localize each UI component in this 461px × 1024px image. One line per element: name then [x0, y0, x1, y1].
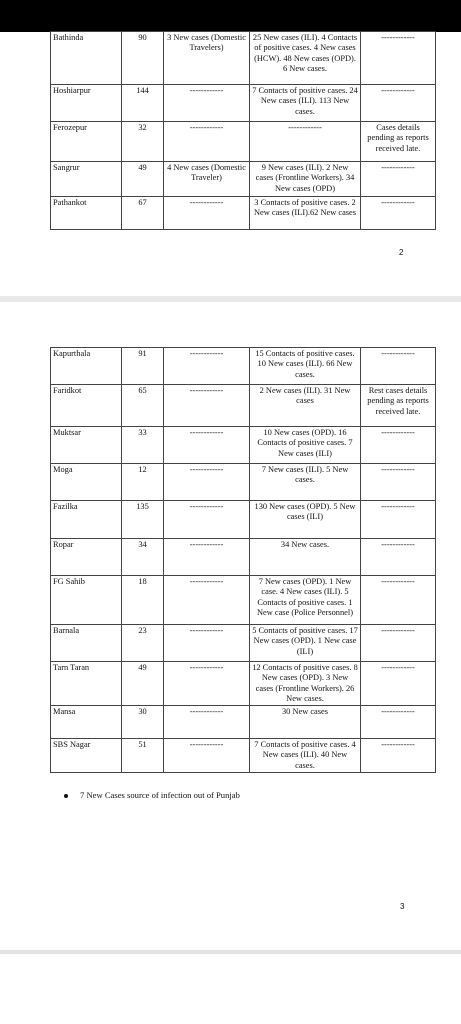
cell-count: 49: [122, 162, 164, 197]
cell-source: 130 New cases (OPD). 5 New cases (ILI): [250, 501, 361, 539]
cell-domestic: ------------: [164, 739, 250, 773]
cell-domestic: ------------: [164, 501, 250, 539]
top-black-bar: [0, 0, 461, 32]
cell-domestic: ------------: [164, 625, 250, 662]
document-page-3: [0, 302, 461, 950]
cell-remarks: ------------: [361, 32, 436, 85]
cell-remarks: ------------: [361, 501, 436, 539]
cell-domestic: ------------: [164, 85, 250, 122]
cell-district: Mansa: [51, 706, 122, 739]
cell-source: 3 Contacts of positive cases. 2 New cases (ILI).62 New cases: [250, 197, 361, 230]
bullet-dot: [64, 794, 68, 798]
cell-remarks: ------------: [361, 85, 436, 122]
cell-domestic: ------------: [164, 662, 250, 706]
cell-count: 32: [122, 122, 164, 162]
cell-district: Faridkot: [51, 385, 122, 427]
table-row: [51, 385, 436, 427]
cell-remarks: Cases details pending as reports received late.: [361, 122, 436, 162]
table-row: [51, 162, 436, 197]
district-table-page-3: [50, 347, 436, 773]
cell-source: 7 New cases (ILI). 5 New cases.: [250, 464, 361, 501]
cell-district: Tarn Taran: [51, 662, 122, 706]
document-page-2: [0, 32, 461, 296]
cell-remarks: ------------: [361, 427, 436, 464]
table-row: [51, 32, 436, 85]
table-row: [51, 739, 436, 773]
table-row: [51, 122, 436, 162]
cell-source: 10 New cases (OPD). 16 Contacts of positive cases. 7 New cases (ILI): [250, 427, 361, 464]
cell-count: 23: [122, 625, 164, 662]
cell-count: 12: [122, 464, 164, 501]
cell-remarks: ------------: [361, 739, 436, 773]
table-row: [51, 197, 436, 230]
bullet-text: 7 New Cases source of infection out of Punjab: [80, 790, 240, 800]
cell-domestic: ------------: [164, 576, 250, 625]
cell-count: 51: [122, 739, 164, 773]
cell-district: Moga: [51, 464, 122, 501]
table-row: [51, 427, 436, 464]
table-row: [51, 539, 436, 576]
table-row: [51, 625, 436, 662]
bullet-note: [64, 790, 240, 800]
cell-domestic: ------------: [164, 427, 250, 464]
table-row: [51, 706, 436, 739]
cell-domestic: ------------: [164, 706, 250, 739]
cell-remarks: ------------: [361, 662, 436, 706]
cell-district: Ropar: [51, 539, 122, 576]
cell-source: 9 New cases (ILI). 2 New cases (Frontline Workers). 34 New cases (OPD): [250, 162, 361, 197]
cell-domestic: 3 New cases (Domestic Travelers): [164, 32, 250, 85]
cell-count: 34: [122, 539, 164, 576]
cell-source: 12 Contacts of positive cases. 8 New cases (OPD). 3 New cases (Frontline Workers). 26 New cases.: [250, 662, 361, 706]
table-row: [51, 662, 436, 706]
cell-count: 135: [122, 501, 164, 539]
cell-source: 25 New cases (ILI). 4 Contacts of positive cases. 4 New cases (HCW). 48 New cases (OPD). 6 New cases.: [250, 32, 361, 85]
cell-remarks: ------------: [361, 464, 436, 501]
table-row: [51, 576, 436, 625]
cell-remarks: ------------: [361, 162, 436, 197]
cell-source: 30 New cases: [250, 706, 361, 739]
cell-count: 91: [122, 348, 164, 385]
table-row: [51, 348, 436, 385]
cell-source: 2 New cases (ILI). 31 New cases: [250, 385, 361, 427]
cell-district: Pathankot: [51, 197, 122, 230]
cell-source: 5 Contacts of positive cases. 17 New cases (OPD). 1 New case (ILI): [250, 625, 361, 662]
cell-district: Bathinda: [51, 32, 122, 85]
table-row: [51, 464, 436, 501]
cell-district: Ferozepur: [51, 122, 122, 162]
cell-district: Hoshiarpur: [51, 85, 122, 122]
table-row: [51, 501, 436, 539]
cell-count: 30: [122, 706, 164, 739]
cell-source: 7 Contacts of positive cases. 24 New cases (ILI). 113 New cases.: [250, 85, 361, 122]
cell-district: SBS Nagar: [51, 739, 122, 773]
cell-district: Sangrur: [51, 162, 122, 197]
cell-source: ------------: [250, 122, 361, 162]
cell-remarks: ------------: [361, 576, 436, 625]
cell-remarks: ------------: [361, 197, 436, 230]
cell-remarks: Rest cases details pending as reports received late.: [361, 385, 436, 427]
cell-district: FG Sahib: [51, 576, 122, 625]
cell-remarks: ------------: [361, 539, 436, 576]
cell-domestic: ------------: [164, 385, 250, 427]
cell-source: 7 Contacts of positive cases. 4 New cases (ILI). 40 New cases.: [250, 739, 361, 773]
cell-domestic: ------------: [164, 539, 250, 576]
cell-count: 33: [122, 427, 164, 464]
cell-count: 65: [122, 385, 164, 427]
cell-source: 34 New cases.: [250, 539, 361, 576]
cell-domestic: ------------: [164, 464, 250, 501]
cell-district: Barnala: [51, 625, 122, 662]
page-number: 2: [399, 248, 404, 257]
cell-domestic: ------------: [164, 348, 250, 385]
cell-district: Fazilka: [51, 501, 122, 539]
cell-count: 90: [122, 32, 164, 85]
page-number: 3: [400, 902, 405, 911]
cell-remarks: ------------: [361, 625, 436, 662]
cell-count: 49: [122, 662, 164, 706]
district-table-page-2: [50, 31, 436, 230]
cell-count: 18: [122, 576, 164, 625]
document-page-4: [0, 954, 461, 1024]
cell-remarks: ------------: [361, 348, 436, 385]
cell-domestic: ------------: [164, 197, 250, 230]
cell-remarks: ------------: [361, 706, 436, 739]
cell-district: Muktsar: [51, 427, 122, 464]
cell-source: 7 New cases (OPD). 1 New case. 4 New cases (ILI). 5 Contacts of positive cases. 1 New case (Police Personnel): [250, 576, 361, 625]
cell-count: 67: [122, 197, 164, 230]
cell-domestic: ------------: [164, 122, 250, 162]
cell-district: Kapurthala: [51, 348, 122, 385]
cell-count: 144: [122, 85, 164, 122]
cell-source: 15 Contacts of positive cases. 10 New cases (ILI). 66 New cases.: [250, 348, 361, 385]
table-row: [51, 85, 436, 122]
cell-domestic: 4 New cases (Domestic Traveler): [164, 162, 250, 197]
